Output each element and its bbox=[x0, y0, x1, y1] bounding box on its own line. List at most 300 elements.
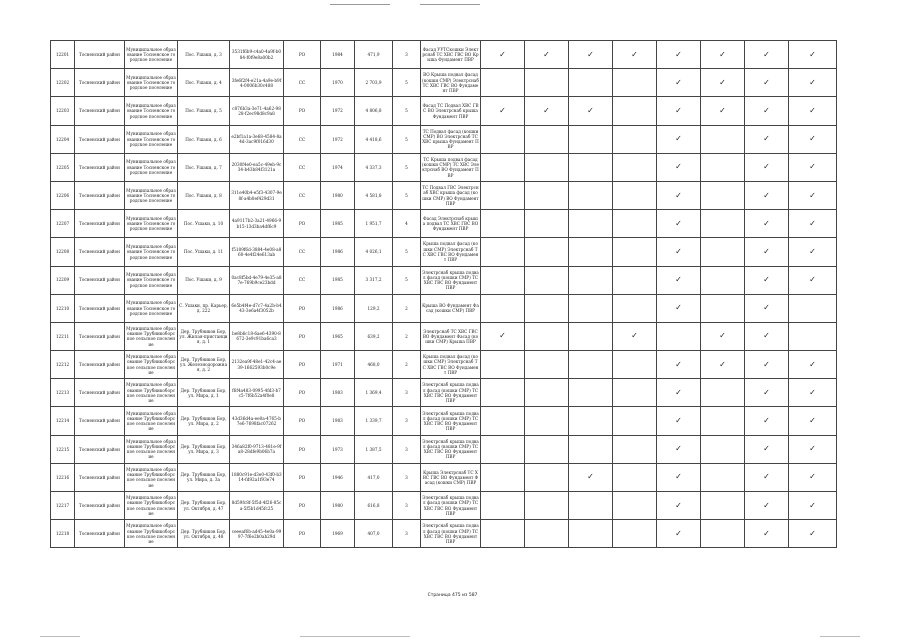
year-cell: 1973 bbox=[321, 435, 355, 463]
work-check-cell bbox=[701, 238, 745, 266]
municipality-cell: Муниципальное образование Тосненское городское поселение bbox=[125, 181, 178, 209]
work-check-cell bbox=[481, 351, 525, 379]
address-cell: Пос. Ушаки, д. 10 bbox=[178, 210, 230, 238]
checkmark-icon: ✓ bbox=[809, 246, 816, 256]
scan-mark bbox=[820, 636, 860, 637]
checkmark-icon: ✓ bbox=[763, 49, 770, 59]
address-cell: Дер. Трубников Бор, ул. Мира, д. 3а bbox=[178, 463, 230, 491]
municipality-cell: Муниципальное образование Тосненское городское поселение bbox=[125, 294, 178, 322]
work-check-cell bbox=[789, 379, 837, 407]
work-check-cell bbox=[525, 379, 569, 407]
work-check-cell bbox=[701, 520, 745, 548]
checkmark-icon: ✓ bbox=[763, 528, 770, 538]
checkmark-icon: ✓ bbox=[763, 416, 770, 426]
area-cell: 468,0 bbox=[355, 351, 393, 379]
district-cell: Тосненский район bbox=[75, 125, 125, 153]
checkmark-icon: ✓ bbox=[809, 275, 816, 285]
work-check-cell bbox=[657, 153, 701, 181]
floors-cell: 2 bbox=[393, 351, 421, 379]
district-cell: Тосненский район bbox=[75, 379, 125, 407]
guid-cell: 346a82f0-9713-481e-9fa8-28dfe9b06b7a bbox=[230, 435, 284, 463]
area-cell: 417,0 bbox=[355, 463, 393, 491]
checkmark-icon: ✓ bbox=[587, 105, 594, 115]
work-check-cell bbox=[481, 266, 525, 294]
work-check-cell bbox=[481, 41, 525, 69]
address-cell: Пос. Ушаки, д. 9 bbox=[178, 266, 230, 294]
guid-cell: 3fe6f2f4-e21a-4a9e-b9f4-0006b30c488 bbox=[230, 69, 284, 97]
table-row bbox=[51, 379, 837, 407]
work-check-cell bbox=[745, 351, 789, 379]
area-cell: 4 026,1 bbox=[355, 238, 393, 266]
work-check-cell bbox=[525, 69, 569, 97]
work-check-cell bbox=[657, 210, 701, 238]
address-cell: Дер. Трубников Бор, ул. Жилая-пристанция, д. 1 bbox=[178, 322, 230, 350]
checkmark-icon: ✓ bbox=[499, 331, 506, 341]
wall-type-cell: PO bbox=[284, 210, 321, 238]
checkmark-icon: ✓ bbox=[763, 246, 770, 256]
work-check-cell bbox=[789, 97, 837, 125]
work-check-cell bbox=[789, 407, 837, 435]
work-check-cell bbox=[745, 463, 789, 491]
checkmark-icon: ✓ bbox=[675, 416, 682, 426]
work-check-cell bbox=[789, 435, 837, 463]
work-check-cell bbox=[745, 41, 789, 69]
work-check-cell bbox=[745, 407, 789, 435]
year-cell: 1983 bbox=[321, 407, 355, 435]
work-check-cell bbox=[745, 322, 789, 350]
address-cell: Дер. Трубников Бор, ул. Мира, д. 3 bbox=[178, 435, 230, 463]
area-cell: 1 387,5 bbox=[355, 435, 393, 463]
checkmark-icon: ✓ bbox=[763, 303, 770, 313]
work-check-cell bbox=[701, 181, 745, 209]
checkmark-icon: ✓ bbox=[809, 49, 816, 59]
checkmark-icon: ✓ bbox=[809, 472, 816, 482]
row-number: 12214 bbox=[51, 407, 75, 435]
works-cell: ВО Крыша подвал фасад (кошки СМР) Электрснаб ТС ХВС ГВС ВО Фундамент ПВР bbox=[421, 69, 481, 97]
work-check-cell bbox=[525, 322, 569, 350]
year-cell: 1986 bbox=[321, 294, 355, 322]
work-check-cell bbox=[525, 407, 569, 435]
work-check-cell bbox=[657, 435, 701, 463]
work-check-cell bbox=[745, 210, 789, 238]
work-check-cell bbox=[657, 238, 701, 266]
work-check-cell bbox=[569, 266, 613, 294]
work-check-cell bbox=[613, 97, 657, 125]
work-check-cell bbox=[657, 351, 701, 379]
table-row bbox=[51, 520, 837, 548]
area-cell: 1 369,4 bbox=[355, 379, 393, 407]
checkmark-icon: ✓ bbox=[809, 444, 816, 454]
work-check-cell bbox=[657, 379, 701, 407]
work-check-cell bbox=[789, 492, 837, 520]
checkmark-icon: ✓ bbox=[763, 190, 770, 200]
work-check-cell bbox=[525, 181, 569, 209]
checkmark-icon: ✓ bbox=[719, 331, 726, 341]
checkmark-icon: ✓ bbox=[809, 105, 816, 115]
row-number: 12216 bbox=[51, 463, 75, 491]
row-number: 12207 bbox=[51, 210, 75, 238]
work-check-cell bbox=[789, 463, 837, 491]
wall-type-cell: PO bbox=[284, 322, 321, 350]
row-number: 12205 bbox=[51, 153, 75, 181]
year-cell: 1986 bbox=[321, 238, 355, 266]
area-cell: 471,9 bbox=[355, 41, 393, 69]
address-cell: Пос. Ушаки, д. 7 bbox=[178, 153, 230, 181]
work-check-cell bbox=[701, 463, 745, 491]
scan-mark bbox=[330, 4, 390, 5]
work-check-cell bbox=[701, 69, 745, 97]
year-cell: 1946 bbox=[321, 463, 355, 491]
work-check-cell bbox=[789, 41, 837, 69]
work-check-cell bbox=[789, 351, 837, 379]
table-row bbox=[51, 238, 837, 266]
checkmark-icon: ✓ bbox=[675, 246, 682, 256]
work-check-cell bbox=[657, 181, 701, 209]
work-check-cell bbox=[525, 41, 569, 69]
work-check-cell bbox=[657, 294, 701, 322]
work-check-cell bbox=[657, 266, 701, 294]
work-check-cell bbox=[613, 266, 657, 294]
checkmark-icon: ✓ bbox=[543, 49, 550, 59]
checkmark-icon: ✓ bbox=[809, 387, 816, 397]
district-cell: Тосненский район bbox=[75, 463, 125, 491]
work-check-cell bbox=[701, 125, 745, 153]
work-check-cell bbox=[569, 97, 613, 125]
work-check-cell bbox=[789, 322, 837, 350]
work-check-cell bbox=[657, 41, 701, 69]
checkmark-icon: ✓ bbox=[675, 190, 682, 200]
checkmark-icon: ✓ bbox=[763, 444, 770, 454]
address-cell: Пос. Ушаки, д. 4 bbox=[178, 69, 230, 97]
floors-cell: 5 bbox=[393, 69, 421, 97]
work-check-cell bbox=[613, 520, 657, 548]
address-cell: Дер. Трубников Бор, ул. Мира, д. 2 bbox=[178, 407, 230, 435]
floors-cell: 4 bbox=[393, 210, 421, 238]
municipality-cell: Муниципальное образование Трубникоборское сельское поселение bbox=[125, 463, 178, 491]
year-cell: 1972 bbox=[321, 97, 355, 125]
work-check-cell bbox=[701, 351, 745, 379]
area-cell: 4 581,8 bbox=[355, 181, 393, 209]
guid-cell: 3531f6b9-c4a0-4a9f-b084-f0f9e8a00b2 bbox=[230, 41, 284, 69]
area-cell: 407,0 bbox=[355, 520, 393, 548]
address-cell: Пос. Ушаки, д. 11 bbox=[178, 238, 230, 266]
area-cell: 4 806,8 bbox=[355, 97, 393, 125]
guid-cell: c876b3a-3e71-4a62-9828-f2ec98d8c9a8 bbox=[230, 97, 284, 125]
row-number: 12201 bbox=[51, 41, 75, 69]
scan-mark bbox=[300, 636, 410, 637]
work-check-cell bbox=[701, 322, 745, 350]
checkmark-icon: ✓ bbox=[675, 218, 682, 228]
work-check-cell bbox=[613, 238, 657, 266]
floors-cell: 3 bbox=[393, 520, 421, 548]
checkmark-icon: ✓ bbox=[763, 162, 770, 172]
work-check-cell bbox=[569, 210, 613, 238]
works-cell: Электрснаб крыша подвал фасад (кошки СМР) ТС ХВС ГВС ВО Фундамент ПВР bbox=[421, 435, 481, 463]
work-check-cell bbox=[613, 210, 657, 238]
wall-type-cell: CC bbox=[284, 125, 321, 153]
checkmark-icon: ✓ bbox=[675, 500, 682, 510]
work-check-cell bbox=[745, 492, 789, 520]
checkmark-icon: ✓ bbox=[675, 134, 682, 144]
guid-cell: 311e40b4-e5f3-4307-9e8f-a4b0ef429d31 bbox=[230, 181, 284, 209]
work-check-cell bbox=[745, 69, 789, 97]
year-cell: 1980 bbox=[321, 492, 355, 520]
checkmark-icon: ✓ bbox=[675, 472, 682, 482]
checkmark-icon: ✓ bbox=[719, 105, 726, 115]
checkmark-icon: ✓ bbox=[809, 134, 816, 144]
floors-cell: 5 bbox=[393, 181, 421, 209]
checkmark-icon: ✓ bbox=[809, 77, 816, 87]
municipality-cell: Муниципальное образование Тосненское городское поселение bbox=[125, 69, 178, 97]
municipality-cell: Муниципальное образование Тосненское городское поселение bbox=[125, 125, 178, 153]
area-cell: 129,2 bbox=[355, 294, 393, 322]
work-check-cell bbox=[745, 238, 789, 266]
work-check-cell bbox=[481, 463, 525, 491]
work-check-cell bbox=[613, 294, 657, 322]
guid-cell: 2132ea9f-48e1-42c4-ae39-1662593b0c9e bbox=[230, 351, 284, 379]
year-cell: 1972 bbox=[321, 125, 355, 153]
area-cell: 3 317,2 bbox=[355, 266, 393, 294]
district-cell: Тосненский район bbox=[75, 294, 125, 322]
work-check-cell bbox=[569, 153, 613, 181]
work-check-cell bbox=[525, 520, 569, 548]
district-cell: Тосненский район bbox=[75, 69, 125, 97]
work-check-cell bbox=[789, 181, 837, 209]
checkmark-icon: ✓ bbox=[763, 275, 770, 285]
work-check-cell bbox=[569, 435, 613, 463]
guid-cell: 43d36d4a-ee0a-4765-b7e6-7698fac07262 bbox=[230, 407, 284, 435]
area-cell: 639,2 bbox=[355, 322, 393, 350]
work-check-cell bbox=[789, 266, 837, 294]
wall-type-cell: PO bbox=[284, 463, 321, 491]
district-cell: Тосненский район bbox=[75, 435, 125, 463]
work-check-cell bbox=[569, 69, 613, 97]
row-number: 12206 bbox=[51, 181, 75, 209]
work-check-cell bbox=[569, 181, 613, 209]
guid-cell: e2bf1a1a-3e68-4584-8a4d-3ac9f016d30 bbox=[230, 125, 284, 153]
checkmark-icon: ✓ bbox=[763, 331, 770, 341]
wall-type-cell: CC bbox=[284, 238, 321, 266]
work-check-cell bbox=[525, 97, 569, 125]
checkmark-icon: ✓ bbox=[809, 162, 816, 172]
work-check-cell bbox=[745, 379, 789, 407]
work-check-cell bbox=[481, 407, 525, 435]
checkmark-icon: ✓ bbox=[763, 218, 770, 228]
municipality-cell: Муниципальное образование Трубникоборское сельское поселение bbox=[125, 492, 178, 520]
guid-cell: 2030f4e0-ea5c-49eb-9c34-b43b84f3121a bbox=[230, 153, 284, 181]
district-cell: Тосненский район bbox=[75, 351, 125, 379]
work-check-cell bbox=[481, 435, 525, 463]
checkmark-icon: ✓ bbox=[809, 528, 816, 538]
district-cell: Тосненский район bbox=[75, 238, 125, 266]
checkmark-icon: ✓ bbox=[587, 472, 594, 482]
checkmark-icon: ✓ bbox=[499, 105, 506, 115]
checkmark-icon: ✓ bbox=[763, 134, 770, 144]
wall-type-cell: PO bbox=[284, 379, 321, 407]
municipality-cell: Муниципальное образование Тосненское городское поселение bbox=[125, 266, 178, 294]
checkmark-icon: ✓ bbox=[587, 49, 594, 59]
works-cell: ТС Подвал фасад (кошки СМР) ВО Электрснаб ТС ХВС крыша Фундамент ПВР bbox=[421, 125, 481, 153]
checkmark-icon: ✓ bbox=[675, 77, 682, 87]
municipality-cell: Муниципальное образование Тосненское городское поселение bbox=[125, 210, 178, 238]
floors-cell: 5 bbox=[393, 125, 421, 153]
works-cell: Фасад Электрснаб крыша подвал ТС ХВС ГВС ВО Фундамент ПВР bbox=[421, 210, 481, 238]
checkmark-icon: ✓ bbox=[763, 105, 770, 115]
work-check-cell bbox=[789, 520, 837, 548]
table-row bbox=[51, 407, 837, 435]
work-check-cell bbox=[701, 294, 745, 322]
works-cell: Крыша подвал фасад (кошки СМР) Электрснаб ТС ХВС ГВС ВО Фундамент ПВР bbox=[421, 351, 481, 379]
municipality-cell: Муниципальное образование Трубникоборское сельское поселение bbox=[125, 435, 178, 463]
work-check-cell bbox=[613, 407, 657, 435]
checkmark-icon: ✓ bbox=[763, 387, 770, 397]
address-cell: Пос. Ушаки, д. 6 bbox=[178, 125, 230, 153]
district-cell: Тосненский район bbox=[75, 492, 125, 520]
guid-cell: 1880c91e-d3e0-43f0-b314-fd92a1f93e74 bbox=[230, 463, 284, 491]
work-check-cell bbox=[481, 125, 525, 153]
checkmark-icon: ✓ bbox=[809, 190, 816, 200]
work-check-cell bbox=[525, 153, 569, 181]
table-row bbox=[51, 41, 837, 69]
checkmark-icon: ✓ bbox=[675, 49, 682, 59]
checkmark-icon: ✓ bbox=[719, 359, 726, 369]
area-cell: 4 418,6 bbox=[355, 125, 393, 153]
work-check-cell bbox=[657, 69, 701, 97]
year-cell: 1971 bbox=[321, 351, 355, 379]
district-cell: Тосненский район bbox=[75, 41, 125, 69]
work-check-cell bbox=[481, 520, 525, 548]
work-check-cell bbox=[481, 294, 525, 322]
work-check-cell bbox=[657, 520, 701, 548]
table-row bbox=[51, 351, 837, 379]
checkmark-icon: ✓ bbox=[675, 275, 682, 285]
work-check-cell bbox=[613, 435, 657, 463]
year-cell: 1980 bbox=[321, 181, 355, 209]
checkmark-icon: ✓ bbox=[675, 105, 682, 115]
row-number: 12203 bbox=[51, 97, 75, 125]
works-cell: Электрснаб крыша подвал фасад (кошки СМР) ТС ХВС ГВС ВО Фундамент ПВР bbox=[421, 492, 481, 520]
address-cell: С. Ушаки, пр. Карьер, д. 222 bbox=[178, 294, 230, 322]
address-cell: Дер. Трубников Бор, ул. Железнодорожная, д. 2 bbox=[178, 351, 230, 379]
table-row bbox=[51, 181, 837, 209]
year-cell: 1985 bbox=[321, 210, 355, 238]
work-check-cell bbox=[745, 181, 789, 209]
works-cell: Электрснаб ТС ХВС ГВС ВО Фундамент Фасад (кошки СМР) Крыша ПВР bbox=[421, 322, 481, 350]
checkmark-icon: ✓ bbox=[675, 528, 682, 538]
table-row bbox=[51, 266, 837, 294]
checkmark-icon: ✓ bbox=[675, 444, 682, 454]
scan-mark bbox=[40, 636, 80, 637]
work-check-cell bbox=[481, 238, 525, 266]
work-check-cell bbox=[481, 322, 525, 350]
work-check-cell bbox=[701, 97, 745, 125]
works-cell: ТС Крыша подвал фасад (кошки СМР) ТС ХВС Электрснаб ВО Фундамент ПВР bbox=[421, 153, 481, 181]
work-check-cell bbox=[701, 435, 745, 463]
area-cell: 616,8 bbox=[355, 492, 393, 520]
work-check-cell bbox=[569, 41, 613, 69]
checkmark-icon: ✓ bbox=[809, 359, 816, 369]
checkmark-icon: ✓ bbox=[763, 472, 770, 482]
floors-cell: 3 bbox=[393, 492, 421, 520]
work-check-cell bbox=[481, 492, 525, 520]
work-check-cell bbox=[569, 351, 613, 379]
work-check-cell bbox=[657, 322, 701, 350]
work-check-cell bbox=[569, 520, 613, 548]
wall-type-cell: PO bbox=[284, 407, 321, 435]
municipality-cell: Муниципальное образование Трубникоборское сельское поселение bbox=[125, 322, 178, 350]
checkmark-icon: ✓ bbox=[675, 303, 682, 313]
work-check-cell bbox=[613, 69, 657, 97]
municipality-cell: Муниципальное образование Трубникоборское сельское поселение bbox=[125, 407, 178, 435]
work-check-cell bbox=[745, 153, 789, 181]
works-cell: Крыша подвал фасад (кошки СМР) Электрснаб ТС ХВС ГВС ВО Фундамент ПВР bbox=[421, 238, 481, 266]
work-check-cell bbox=[525, 492, 569, 520]
checkmark-icon: ✓ bbox=[631, 331, 638, 341]
row-number: 12210 bbox=[51, 294, 75, 322]
area-cell: 2 703,9 bbox=[355, 69, 393, 97]
table-row bbox=[51, 435, 837, 463]
works-cell: Крыша Электрснаб ТС ХВС ГВС ВО Фундамент Фасад (кошки СМР) ПВР bbox=[421, 463, 481, 491]
checkmark-icon: ✓ bbox=[809, 416, 816, 426]
checkmark-icon: ✓ bbox=[719, 77, 726, 87]
year-cell: 1983 bbox=[321, 379, 355, 407]
checkmark-icon: ✓ bbox=[809, 218, 816, 228]
floors-cell: 3 bbox=[393, 463, 421, 491]
row-number: 12209 bbox=[51, 266, 75, 294]
row-number: 12208 bbox=[51, 238, 75, 266]
work-check-cell bbox=[745, 294, 789, 322]
work-check-cell bbox=[613, 125, 657, 153]
work-check-cell bbox=[525, 435, 569, 463]
works-cell: Электрснаб крыша подвал фасад (кошки СМР) ТС ХВС ГВС ВО Фундамент ПВР bbox=[421, 520, 481, 548]
work-check-cell bbox=[569, 238, 613, 266]
work-check-cell bbox=[613, 41, 657, 69]
work-check-cell bbox=[657, 463, 701, 491]
checkmark-icon: ✓ bbox=[675, 162, 682, 172]
checkmark-icon: ✓ bbox=[719, 49, 726, 59]
row-number: 12218 bbox=[51, 520, 75, 548]
table-row bbox=[51, 125, 837, 153]
work-check-cell bbox=[613, 322, 657, 350]
work-check-cell bbox=[481, 379, 525, 407]
municipality-cell: Муниципальное образование Трубникоборское сельское поселение bbox=[125, 520, 178, 548]
checkmark-icon: ✓ bbox=[763, 359, 770, 369]
work-check-cell bbox=[745, 435, 789, 463]
work-check-cell bbox=[613, 181, 657, 209]
year-cell: 1984 bbox=[321, 41, 355, 69]
work-check-cell bbox=[613, 351, 657, 379]
table-row bbox=[51, 69, 837, 97]
wall-type-cell: PO bbox=[284, 435, 321, 463]
area-cell: 4 337,3 bbox=[355, 153, 393, 181]
checkmark-icon: ✓ bbox=[675, 359, 682, 369]
work-check-cell bbox=[613, 153, 657, 181]
work-check-cell bbox=[613, 492, 657, 520]
work-check-cell bbox=[745, 520, 789, 548]
address-cell: Пос. Ушаки, д. 3 bbox=[178, 41, 230, 69]
year-cell: 1985 bbox=[321, 266, 355, 294]
work-check-cell bbox=[701, 492, 745, 520]
area-cell: 1 339,7 bbox=[355, 407, 393, 435]
checkmark-icon: ✓ bbox=[543, 105, 550, 115]
wall-type-cell: CC bbox=[284, 69, 321, 97]
guid-cell: f5189f6d-3884-4e08-a860-4e4f24e613ab bbox=[230, 238, 284, 266]
wall-type-cell: CC bbox=[284, 153, 321, 181]
work-check-cell bbox=[789, 125, 837, 153]
guid-cell: be8b6c18-6ae6-4390-8672-3e9c91ba6ca3 bbox=[230, 322, 284, 350]
address-cell: Пос. Ушаки, д. 5 bbox=[178, 97, 230, 125]
work-check-cell bbox=[569, 407, 613, 435]
